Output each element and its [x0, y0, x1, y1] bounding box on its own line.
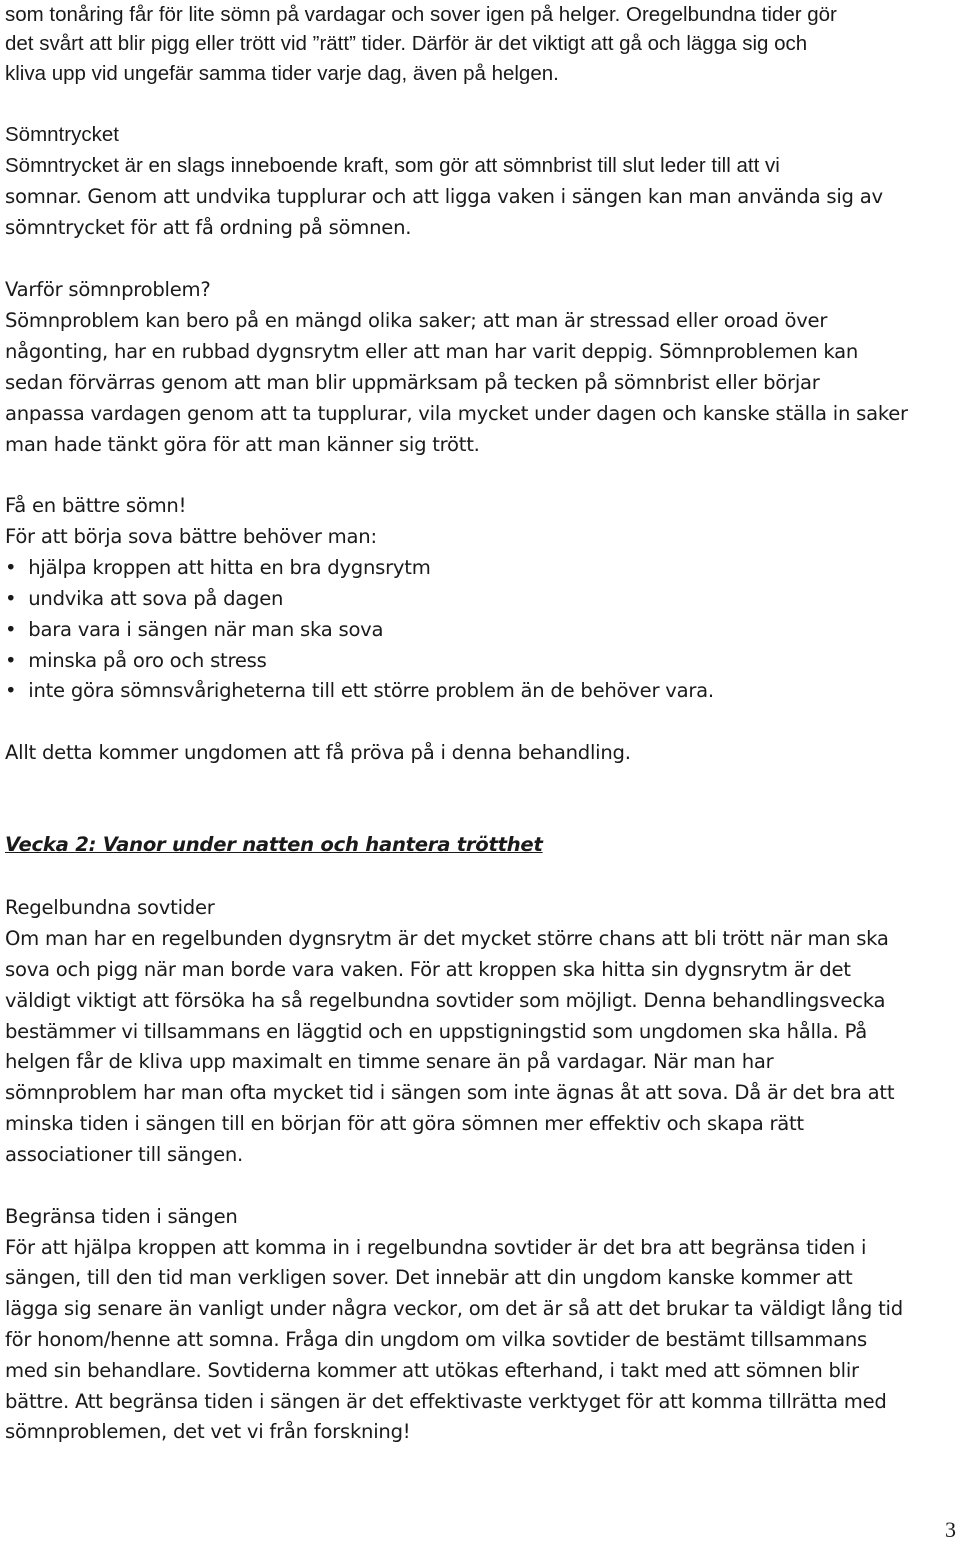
list-item: • minska på oro och stress: [5, 649, 267, 673]
text-line: sängen, till den tid man verkligen sover. Det innebär att din ungdom kanske kommer att: [5, 1266, 853, 1289]
list-item: • undvika att sova på dagen: [5, 587, 283, 611]
section-heading-regelbundna-sovtider: Regelbundna sovtider: [5, 896, 215, 919]
text-line: som tonåring får för lite sömn på vardagar och sover igen på helger. Oregelbundna tider gör: [5, 3, 837, 26]
section-heading-begransa-tiden: Begränsa tiden i sängen: [5, 1205, 238, 1228]
text-line: med sin behandlare. Sovtiderna kommer att utökas efterhand, i takt med att sömnen blir: [5, 1359, 859, 1382]
text-line: för honom/henne att somna. Fråga din ungdom om vilka sovtider de bestämt tillsammans: [5, 1328, 868, 1351]
text-line: helgen får de kliva upp maximalt en timme senare än på vardagar. När man har: [5, 1050, 774, 1073]
text-line: Sömnproblem kan bero på en mängd olika saker; att man är stressad eller oroad över: [5, 309, 828, 332]
text-line: väldigt viktigt att försöka ha så regelbundna sovtider som möjligt. Denna behandlingsvecka: [5, 989, 886, 1012]
week-heading: Vecka 2: Vanor under natten och hantera trötthet: [5, 833, 543, 856]
text-line: sömntrycket för att få ordning på sömnen.: [5, 216, 412, 239]
list-item: • bara vara i sängen när man ska sova: [5, 618, 383, 642]
text-line: För att börja sova bättre behöver man:: [5, 525, 377, 548]
text-line: man hade tänkt göra för att man känner sig trött.: [5, 433, 480, 456]
text-line: bättre. Att begränsa tiden i sängen är det effektivaste verktyget för att komma tillrätta med: [5, 1390, 887, 1413]
text-line: kliva upp vid ungefär samma tider varje dag, även på helgen.: [5, 62, 559, 85]
text-line: minska tiden i sängen till en början för att göra sömnen mer effektiv och skapa rätt: [5, 1112, 804, 1135]
text-line: sedan förvärras genom att man blir uppmärksam på tecken på sömnbrist eller börjar: [5, 371, 820, 394]
text-line: sova och pigg när man borde vara vaken. För att kroppen ska hitta sin dygnsrytm är det: [5, 958, 851, 981]
text-line: Allt detta kommer ungdomen att få pröva på i denna behandling.: [5, 741, 631, 764]
text-line: lägga sig senare än vanligt under några veckor, om det är så att det brukar ta väldigt lång tid: [5, 1297, 903, 1320]
text-line: Om man har en regelbunden dygnsrytm är det mycket större chans att bli trött när man ska: [5, 927, 889, 950]
text-line: det svårt att blir pigg eller trött vid ”rätt” tider. Därför är det viktigt att gå och lägga sig och: [5, 32, 808, 55]
text-line: somnar. Genom att undvika tupplurar och att ligga vaken i sängen kan man använda sig av: [5, 185, 883, 208]
section-heading-somntrycket: Sömntrycket: [5, 123, 119, 146]
section-heading-varfor-somnproblem: Varför sömnproblem?: [5, 278, 211, 301]
text-line: sömnproblem har man ofta mycket tid i sängen som inte ägnas åt att sova. Då är det bra att: [5, 1081, 895, 1104]
text-line: associationer till sängen.: [5, 1143, 244, 1166]
list-item: • inte göra sömnsvårigheterna till ett större problem än de behöver vara.: [5, 679, 714, 703]
text-line: bestämmer vi tillsammans en läggtid och en uppstigningstid som ungdomen ska hålla. På: [5, 1020, 868, 1043]
list-item: • hjälpa kroppen att hitta en bra dygnsrytm: [5, 556, 431, 580]
text-line: Sömntrycket är en slags inneboende kraft, som gör att sömnbrist till slut leder till att vi: [5, 154, 780, 177]
text-line: någonting, har en rubbad dygnsrytm eller att man har varit deppig. Sömnproblemen kan: [5, 340, 859, 363]
text-line: För att hjälpa kroppen att komma in i regelbundna sovtider är det bra att begränsa tiden i: [5, 1236, 867, 1259]
section-heading-fa-en-battre-somn: Få en bättre sömn!: [5, 494, 187, 517]
text-line: sömnproblemen, det vet vi från forskning!: [5, 1420, 411, 1443]
page-number: 3: [945, 1517, 956, 1542]
text-line: anpassa vardagen genom att ta tupplurar, vila mycket under dagen och kanske ställa in saker: [5, 402, 908, 425]
